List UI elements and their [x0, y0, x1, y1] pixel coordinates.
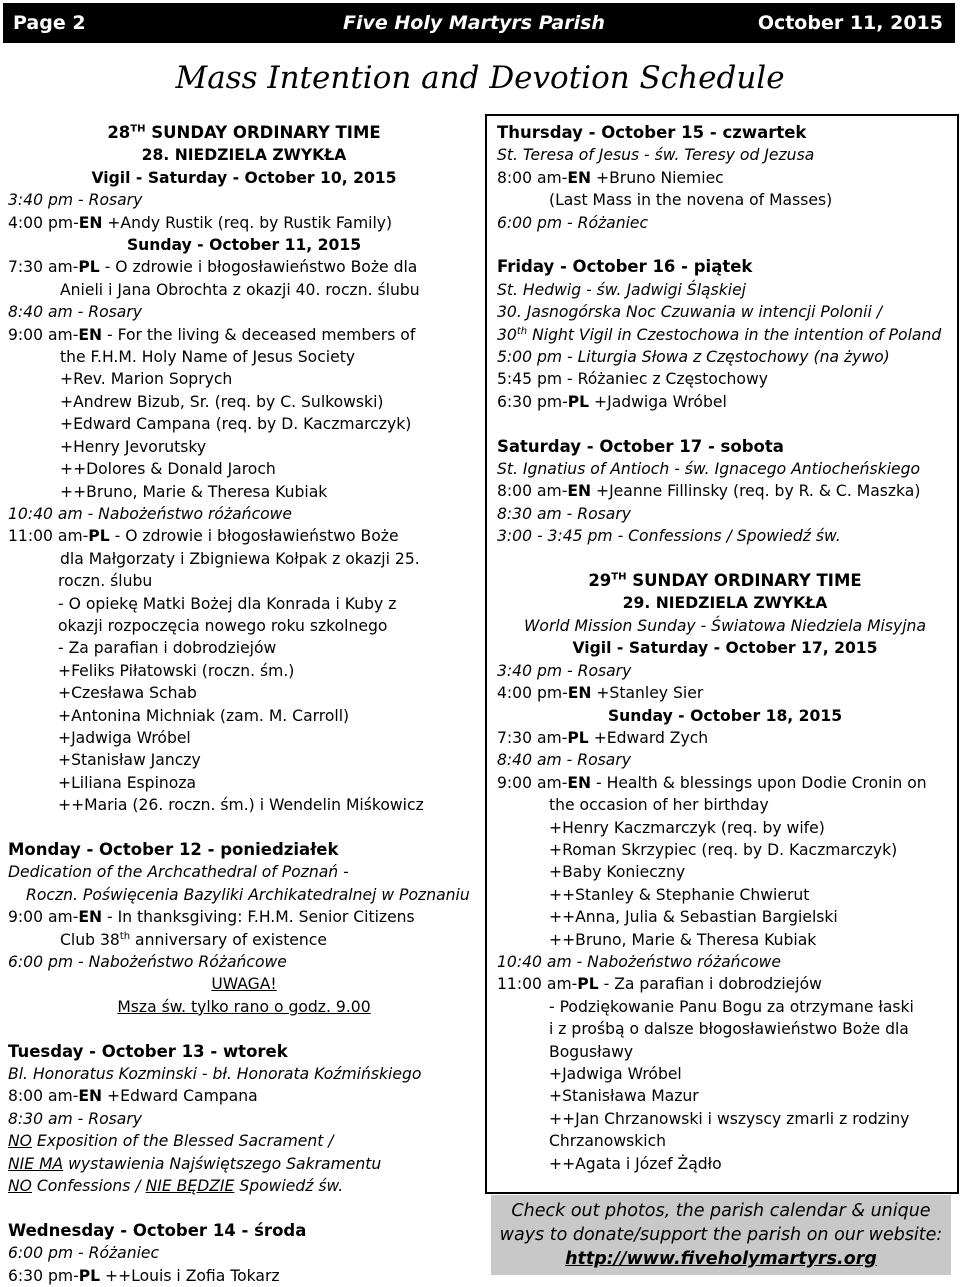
notice-text: Spowiedź św. [234, 1177, 344, 1196]
intention-line: ++Jan Chrzanowski i wszyscy zmarli z rodziny [549, 1109, 910, 1128]
vigil-line [497, 324, 953, 346]
devotion-line: 5:45 pm - Różaniec z Częstochowy [497, 370, 768, 389]
mass-intention: - In thanksgiving: F.H.M. Senior Citizens [102, 908, 415, 927]
sunday-sup: TH [611, 571, 627, 583]
feast-line: St. Teresa of Jesus - św. Teresy od Jezusa [497, 146, 815, 165]
mass-lang: PL [567, 728, 589, 747]
intention-line: i z prośbą o dalsze błogosławieństwo Boże dla [549, 1020, 909, 1039]
mass-time: 6:30 pm- [8, 1266, 79, 1285]
mass-time: 9:00 am- [8, 325, 79, 344]
mass-time: 8:00 am- [497, 482, 568, 501]
vigil-text: Night Vigil in Czestochowa in the intention of Poland [527, 325, 942, 344]
notice-emphasis: NO [8, 1177, 32, 1196]
mass-intention: - O zdrowie i błogosławieństwo Boże [109, 527, 399, 546]
mass-line [8, 256, 480, 278]
intention-line: Chrzanowskich [549, 1132, 667, 1151]
feast-line: Roczn. Poświęcenia Bazyliki Archikatedralnej w Poznaniu [26, 885, 470, 904]
mass-lang: EN [567, 168, 592, 187]
intention-line: +Stanisław Janczy [58, 751, 201, 770]
saturday-heading: Saturday - October 17 - sobota [497, 436, 784, 456]
mass-time: 9:00 am- [8, 908, 79, 927]
sunday-number: 29 [588, 571, 612, 591]
intention-line: the occasion of her birthday [549, 796, 769, 815]
intention-line: Anieli i Jana Obrochta z okazji 40. roczn. ślubu [60, 280, 420, 299]
sunday-heading [497, 570, 953, 592]
mass-line [8, 525, 480, 547]
feast-line: Dedication of the Archcathedral of Poznań - [8, 863, 349, 882]
page-header [3, 3, 955, 43]
mass-time: 7:30 am- [8, 258, 79, 277]
mass-time: 4:00 pm- [497, 684, 568, 703]
vigil-number: 30 [497, 325, 517, 344]
notice-heading: UWAGA! [211, 975, 277, 994]
devotion-line: 5:00 pm - Liturgia Słowa z Częstochowy (na żywo) [497, 348, 890, 367]
intention-line: +Feliks Piłatowski (roczn. śm.) [58, 661, 295, 680]
niedziela-heading: 29. NIEDZIELA ZWYKŁA [622, 594, 828, 613]
mass-lang: EN [567, 684, 592, 703]
mass-line [8, 212, 480, 234]
rosary-line: 8:30 am - Rosary [497, 504, 631, 523]
mass-intention: +Jeanne Fillinsky (req. by R. & C. Maszka) [591, 482, 921, 501]
mass-lang: EN [567, 773, 592, 792]
mass-lang: EN [78, 908, 103, 927]
intention-line: +Roman Skrzypiec (req. by D. Kaczmarczyk) [549, 840, 898, 859]
intention-line: +Rev. Marion Soprych [60, 370, 233, 389]
mass-intention: - Health & blessings upon Dodie Cronin on [591, 773, 927, 792]
parish-name: Five Holy Martyrs Parish [343, 12, 605, 34]
rosary-line: 8:30 am - Rosary [8, 1109, 142, 1128]
mass-line [497, 772, 953, 794]
mass-time: 6:30 pm- [497, 392, 568, 411]
rosary-line: 8:40 am - Rosary [8, 303, 142, 322]
mass-line [497, 480, 953, 502]
mass-line [8, 324, 480, 346]
devotion-line: 10:40 am - Nabożeństwo różańcowe [8, 504, 293, 523]
mass-line [497, 167, 953, 189]
mass-lang: PL [88, 527, 110, 546]
intention-line: +Stanisława Mazur [549, 1087, 699, 1106]
mass-intention: +Edward Campana [102, 1087, 258, 1106]
notice-text: Msza św. tylko rano o godz. 9.00 [117, 997, 371, 1016]
mass-time: 9:00 am- [497, 773, 568, 792]
monday-heading: Monday - October 12 - poniedziałek [8, 839, 339, 859]
page-number: Page 2 [13, 12, 86, 34]
intention-line: Bogusławy [549, 1042, 634, 1061]
intention-line: +Jadwiga Wróbel [549, 1065, 682, 1084]
notice-text: Exposition of the Blessed Sacrament / [31, 1132, 334, 1151]
intention-line: ++Anna, Julia & Sebastian Bargielski [549, 908, 838, 927]
vigil-line: 30. Jasnogórska Noc Czuwania w intencji Polonii / [497, 303, 882, 322]
rosary-line: 3:40 pm - Rosary [8, 191, 143, 210]
intention-line: +Liliana Espinoza [58, 773, 197, 792]
feast-line: St. Hedwig - św. Jadwigi Śląskiej [497, 280, 746, 299]
devotion-line: 6:00 pm - Nabożeństwo Różańcowe [8, 953, 287, 972]
mass-intention: - O zdrowie i błogosławieństwo Boże dla [99, 258, 418, 277]
wednesday-heading: Wednesday - October 14 - środa [8, 1220, 307, 1240]
promo-line: ways to donate/support the parish on our website: [499, 1225, 943, 1245]
intention-line: ++Dolores & Donald Jaroch [60, 460, 276, 479]
rosary-line: 6:00 pm - Różaniec [8, 1244, 160, 1263]
notice-line [8, 1130, 480, 1152]
mass-intention: +Edward Zych [588, 728, 709, 747]
notice-line [8, 1153, 480, 1175]
mass-intention: +Bruno Niemiec [591, 168, 724, 187]
promo-line: Check out photos, the parish calendar & unique [511, 1201, 931, 1221]
notice-text: wystawienia Najświętszego Sakramentu [63, 1154, 382, 1173]
mass-lang: EN [78, 1087, 103, 1106]
notice-emphasis: NIE MA [8, 1154, 64, 1173]
sunday-heading [8, 122, 480, 144]
mass-line [8, 1085, 480, 1107]
mass-intention: - For the living & deceased members of [102, 325, 416, 344]
mass-lang: EN [78, 325, 103, 344]
intention-line: ++Agata i Józef Żądło [549, 1154, 722, 1173]
mission-sunday: World Mission Sunday - Światowa Niedziela Misyjna [523, 616, 926, 635]
website-promo-box [491, 1195, 951, 1275]
mass-line [497, 727, 953, 749]
mass-time: 8:00 am- [497, 168, 568, 187]
mass-line [497, 682, 953, 704]
mass-lang: PL [567, 392, 590, 411]
vigil-heading: Vigil - Saturday - October 10, 2015 [91, 168, 397, 187]
left-column [8, 122, 480, 1287]
intention-line: ++Maria (26. roczn. śm.) i Wendelin Miśkowicz [58, 796, 424, 815]
notice-emphasis: NO [8, 1132, 32, 1151]
intention-line: - O opiekę Matki Bożej dla Konrada i Kuby z [58, 594, 397, 613]
niedziela-heading: 28. NIEDZIELA ZWYKŁA [141, 146, 347, 165]
rosary-line: 3:40 pm - Rosary [497, 661, 632, 680]
intention-line: - Podziękowanie Panu Bogu za otrzymane łaski [549, 997, 914, 1016]
mass-intention: +Andy Rustik (req. by Rustik Family) [102, 213, 393, 232]
mass-intention: +Jadwiga Wróbel [589, 392, 727, 411]
intention-line: okazji rozpoczęcia nowego roku szkolnego [58, 616, 388, 635]
sunday-heading-text: SUNDAY ORDINARY TIME [145, 123, 381, 142]
intention-line: +Jadwiga Wróbel [58, 728, 191, 747]
intention-line: +Henry Jevorutsky [60, 437, 207, 456]
intention-line: +Baby Konieczny [549, 863, 686, 882]
intention-line: +Henry Kaczmarczyk (req. by wife) [549, 818, 825, 837]
mass-intention: ++Louis i Zofia Tokarz [100, 1266, 280, 1285]
mass-intention: +Stanley Sier [591, 684, 704, 703]
ordinal-sup: th [119, 930, 131, 942]
intention-text: anniversary of existence [130, 930, 327, 949]
mass-time: 11:00 am- [8, 527, 89, 546]
vigil-heading: Vigil - Saturday - October 17, 2015 [572, 639, 878, 658]
page-title: Mass Intention and Devotion Schedule [175, 60, 785, 96]
intention-line: +Edward Campana (req. by D. Kaczmarczyk) [60, 415, 412, 434]
sunday-date: Sunday - October 11, 2015 [126, 236, 362, 255]
intention-text: Club 38 [60, 930, 120, 949]
intention-line: ++Stanley & Stephanie Chwierut [549, 885, 810, 904]
notice-text: Confessions / [31, 1177, 146, 1196]
mass-time: 7:30 am- [497, 728, 568, 747]
sunday-number: 28 [107, 123, 131, 142]
mass-line [8, 1265, 480, 1287]
mass-time: 8:00 am- [8, 1087, 79, 1106]
friday-heading: Friday - October 16 - piątek [497, 257, 753, 277]
intention-line: the F.H.M. Holy Name of Jesus Society [60, 348, 356, 367]
sunday-date: Sunday - October 18, 2015 [607, 706, 843, 725]
intention-line: roczn. ślubu [58, 572, 153, 591]
confession-line: 3:00 - 3:45 pm - Confessions / Spowiedź św. [497, 527, 841, 546]
intention-line: +Antonina Michniak (zam. M. Carroll) [58, 706, 350, 725]
mass-time: 4:00 pm- [8, 213, 79, 232]
devotion-line: 10:40 am - Nabożeństwo różańcowe [497, 952, 782, 971]
intention-line [8, 929, 480, 951]
intention-line: dla Małgorzaty i Zbigniewa Kołpak z okazji 25. [60, 549, 420, 568]
right-column [497, 122, 953, 1175]
intention-line: ++Bruno, Marie & Theresa Kubiak [60, 482, 328, 501]
intention-line: - Za parafian i dobrodziejów [58, 639, 277, 658]
mass-line [8, 906, 480, 928]
tuesday-heading: Tuesday - October 13 - wtorek [8, 1041, 288, 1061]
mass-lang: EN [78, 213, 103, 232]
issue-date: October 11, 2015 [757, 12, 943, 34]
mass-lang: PL [78, 1266, 101, 1285]
mass-lang: PL [577, 975, 599, 994]
sunday-sup: TH [130, 123, 146, 135]
intention-line: ++Bruno, Marie & Theresa Kubiak [549, 930, 817, 949]
mass-lang: EN [567, 482, 592, 501]
mass-intention: - Za parafian i dobrodziejów [598, 975, 822, 994]
website-link[interactable]: http://www.fiveholymartyrs.org [565, 1249, 877, 1269]
feast-line: St. Ignatius of Antioch - św. Ignacego Antiocheńskiego [497, 460, 921, 479]
intention-line: +Czesława Schab [58, 684, 197, 703]
mass-line [497, 973, 953, 995]
notice-emphasis: NIE BĘDZIE [145, 1177, 235, 1196]
mass-time: 11:00 am- [497, 975, 578, 994]
mass-lang: PL [78, 258, 100, 277]
rosary-line: 6:00 pm - Różaniec [497, 213, 649, 232]
ordinal-sup: th [516, 325, 528, 337]
intention-line: +Andrew Bizub, Sr. (req. by C. Sulkowski) [60, 392, 384, 411]
sunday-heading-text: SUNDAY ORDINARY TIME [626, 571, 862, 591]
thursday-heading: Thursday - October 15 - czwartek [497, 123, 807, 142]
mass-line [497, 391, 953, 413]
feast-line: Bl. Honoratus Kozminski - bł. Honorata Koźmińskiego [8, 1065, 422, 1084]
rosary-line: 8:40 am - Rosary [497, 751, 631, 770]
intention-line: (Last Mass in the novena of Masses) [549, 191, 833, 210]
notice-line [8, 1175, 480, 1197]
